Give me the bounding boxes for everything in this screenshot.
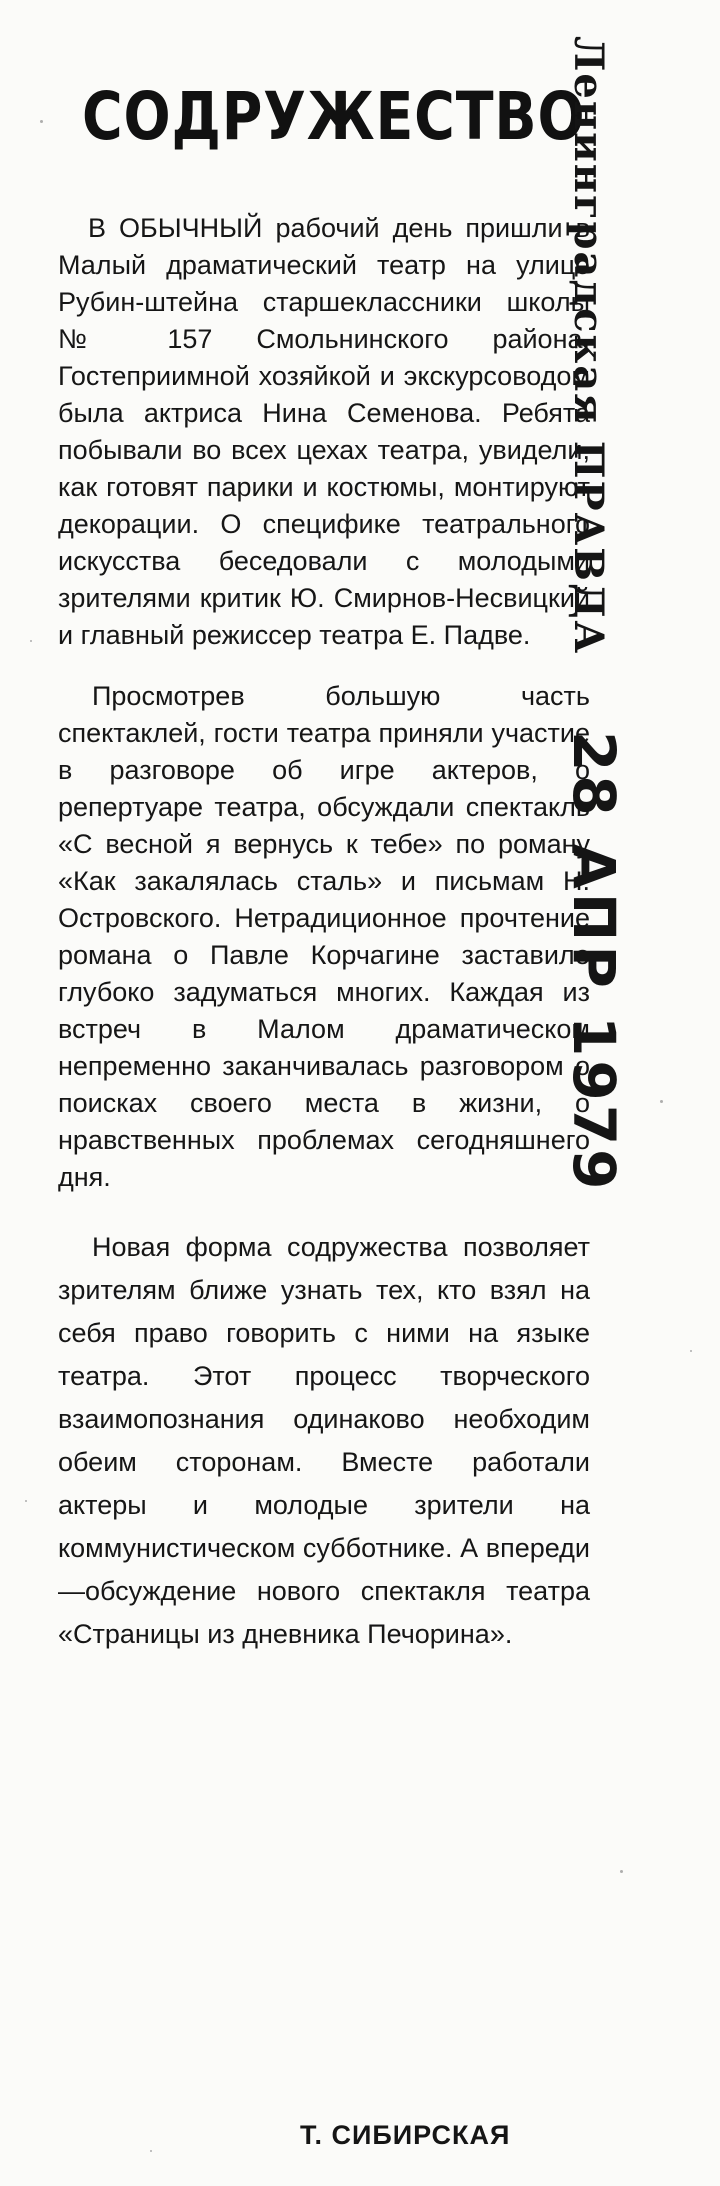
scan-speck [620,1870,623,1873]
scan-speck [690,1350,692,1352]
article-body [58,210,590,1674]
article-paragraph: Просмотрев большую часть спектаклей, гости театра приняли участие в разговоре об игре актеров, о репертуаре театра, обсуждали спектакль «С весной я вернусь к тебе» по роману «Как закалялась сталь» и письмам Н. Островского. Нетрадиционное прочтение романа о Павле Корчагине заставило глубоко задуматься многих. Каждая из встреч в Малом драматическом непременно заканчивалась разговором о поисках своего места в жизни, о нравственных проблемах сегодняшнего дня. [58,681,590,1192]
stamp-date: 28 АПР 1979 [560,731,628,1194]
article-paragraph: В ОБЫЧНЫЙ рабочий день пришли в Малый драматический театр на улице Рубин-штейна старшеклассники школы № 157 Смольнинского района. Гостеприимной хозяйкой и экскурсоводом была актриса Нина Семенова. Ребята побывали во всех цехах театра, увидели, как готовят парики и костюмы, монтируют декорации. О специфике театрального искусства беседовали с молодыми зрителями критик Ю. Смирнов-Несвицкий и главный режиссер театра Е. Падве. [58,213,590,650]
article-title: СОДРУЖЕСТВО [82,78,586,155]
stamp-newspaper-name: Ленинградская ПРАВДА [565,36,612,656]
date-stamp [560,16,646,1296]
article-paragraph: Новая форма содружества позволяет зрителям ближе узнать тех, кто взял на себя право говорить с ними на языке театра. Этот процесс творческого взаимопознания одинаково необходим обеим сторонам. Вместе работали актеры и молодые зрители на коммунистическом субботнике. А впереди—обсуждение нового спектакля театра «Страницы из дневника Печорина». [58,1232,590,1649]
scan-speck [30,640,32,642]
scan-speck [660,1100,663,1103]
scan-speck [150,2150,152,2152]
scan-speck [25,1500,27,1502]
article-author: Т. СИБИРСКАЯ [300,2120,511,2150]
scan-speck [40,120,43,123]
